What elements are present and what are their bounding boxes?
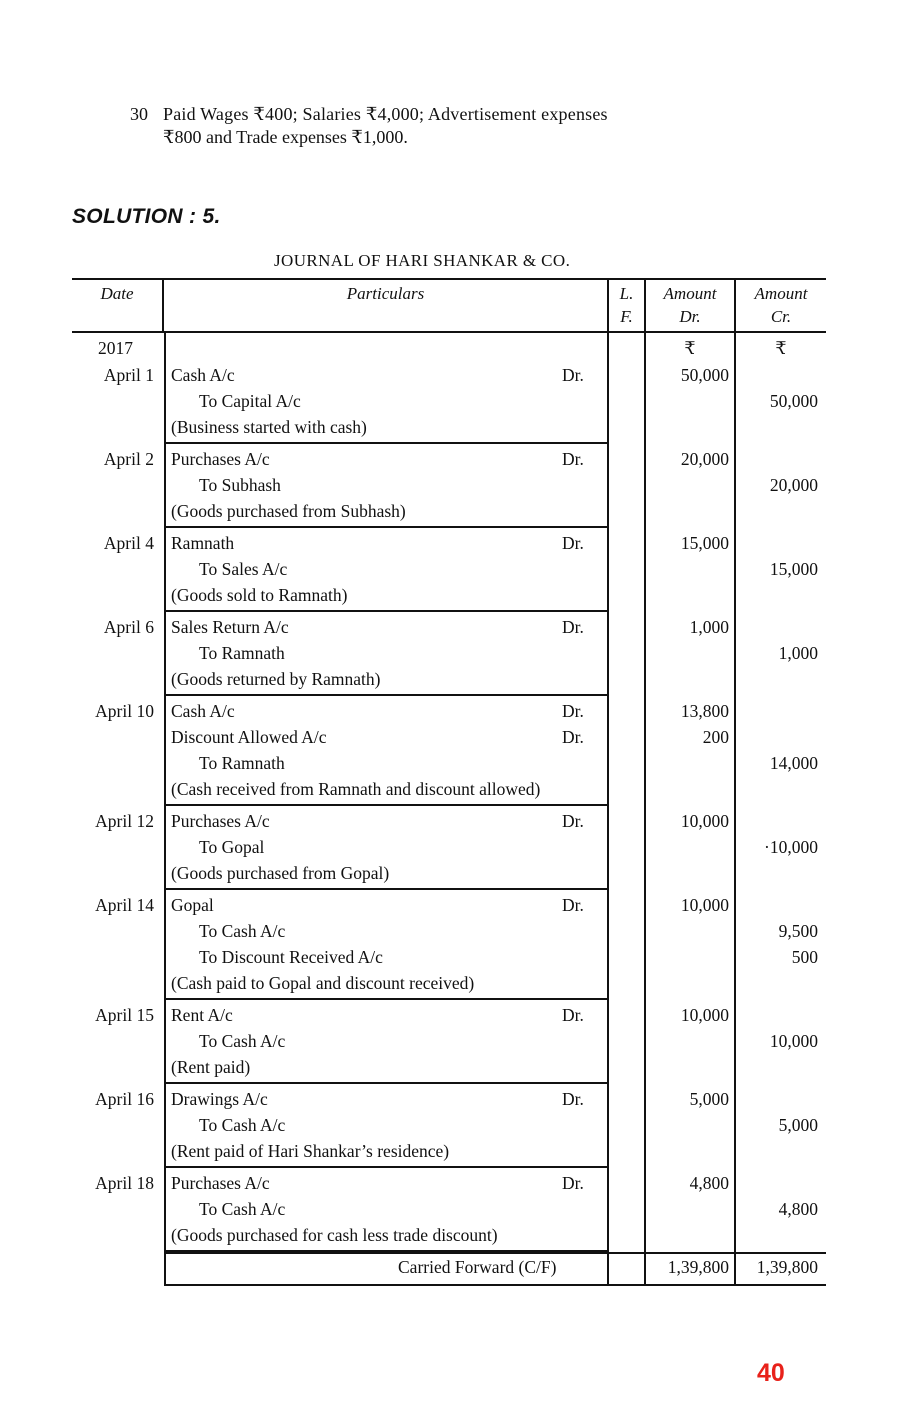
entry-date: April 14 — [95, 895, 154, 915]
credit-account: To Cash A/c — [199, 921, 286, 941]
credit-amount: 10,000 — [769, 1031, 818, 1051]
entry-separator — [164, 1166, 608, 1168]
credit-amount: ·10,000 — [764, 837, 818, 857]
entry-date: April 1 — [103, 365, 154, 385]
narration: (Goods purchased from Subhash) — [171, 501, 406, 521]
debit-account: Sales Return A/c — [171, 617, 289, 637]
total-credit: 1,39,800 — [756, 1257, 818, 1277]
credit-account: To Discount Received A/c — [199, 947, 383, 967]
total-top-rule — [164, 1252, 826, 1254]
narration: (Cash received from Ramnath and discount allowed) — [171, 779, 541, 799]
column-divider — [734, 332, 736, 1285]
dr-marker: Dr. — [562, 533, 584, 553]
debit-amount: 4,800 — [689, 1173, 729, 1193]
header-amount-cr — [736, 282, 826, 328]
entry-date: April 18 — [95, 1173, 154, 1193]
debit-amount: 10,000 — [680, 1005, 729, 1025]
header-particulars: Particulars — [346, 284, 425, 303]
dr-marker: Dr. — [562, 727, 584, 747]
debit-account: Purchases A/c — [171, 811, 270, 831]
column-divider — [164, 332, 166, 1285]
entry-date: April 12 — [95, 811, 154, 831]
narration: (Goods purchased from Gopal) — [171, 863, 390, 883]
header-amount-cr-line1: Amount — [754, 284, 808, 303]
entry-date: April 4 — [103, 533, 154, 553]
debit-amount: 13,800 — [680, 701, 729, 721]
column-divider — [644, 332, 646, 1285]
entry-separator — [164, 888, 608, 890]
table-top-rule — [72, 278, 826, 280]
dr-marker: Dr. — [562, 449, 584, 469]
debit-account: Drawings A/c — [171, 1089, 268, 1109]
header-date: Date — [100, 284, 134, 303]
debit-account: Rent A/c — [171, 1005, 233, 1025]
entry-separator — [164, 610, 608, 612]
credit-amount: 4,800 — [778, 1199, 818, 1219]
header-lf-line2: F. — [620, 307, 633, 326]
header-lf — [609, 282, 644, 328]
debit-amount: 10,000 — [680, 811, 729, 831]
column-divider — [607, 332, 609, 1285]
total-debit: 1,39,800 — [667, 1257, 729, 1277]
entry-separator — [164, 442, 608, 444]
dr-marker: Dr. — [562, 701, 584, 721]
debit-account: Cash A/c — [171, 701, 235, 721]
dr-marker: Dr. — [562, 365, 584, 385]
entry-date: April 2 — [103, 449, 154, 469]
header-bottom-rule — [72, 331, 826, 333]
narration: (Business started with cash) — [171, 417, 367, 437]
credit-amount: 14,000 — [769, 753, 818, 773]
narration: (Rent paid) — [171, 1057, 251, 1077]
credit-account: To Sales A/c — [199, 559, 288, 579]
dr-marker: Dr. — [562, 1005, 584, 1025]
debit-amount: 50,000 — [680, 365, 729, 385]
credit-amount: 50,000 — [769, 391, 818, 411]
credit-amount: 5,000 — [778, 1115, 818, 1135]
header-amount-dr-line2: Dr. — [679, 307, 701, 326]
debit-amount: 5,000 — [689, 1089, 729, 1109]
header-amount-dr-line1: Amount — [663, 284, 717, 303]
dr-marker: Dr. — [562, 1173, 584, 1193]
dr-marker: Dr. — [562, 811, 584, 831]
page-number: 40 — [757, 1359, 785, 1387]
debit-account: Gopal — [171, 895, 214, 915]
dr-marker: Dr. — [562, 895, 584, 915]
entry-separator — [164, 998, 608, 1000]
entry-separator — [164, 1082, 608, 1084]
header-amount-dr — [646, 282, 734, 328]
question-line-2: ₹800 and Trade expenses ₹1,000. — [163, 127, 408, 147]
narration: (Rent paid of Hari Shankar’s residence) — [171, 1141, 450, 1161]
credit-account: To Ramnath — [199, 643, 285, 663]
credit-account: To Ramnath — [199, 753, 285, 773]
credit-account: To Cash A/c — [199, 1199, 286, 1219]
debit-amount: 1,000 — [689, 617, 729, 637]
debit-account: Ramnath — [171, 533, 235, 553]
narration: (Goods returned by Ramnath) — [171, 669, 381, 689]
entry-separator — [164, 526, 608, 528]
debit-account: Purchases A/c — [171, 1173, 270, 1193]
credit-amount: 20,000 — [769, 475, 818, 495]
narration: (Goods sold to Ramnath) — [171, 585, 348, 605]
entry-date: April 6 — [103, 617, 154, 637]
total-label: Carried Forward (C/F) — [398, 1257, 557, 1277]
journal-table — [72, 278, 826, 1283]
credit-amount: 500 — [791, 947, 818, 967]
solution-title: SOLUTION : 5. — [72, 205, 221, 228]
debit-amount: 15,000 — [680, 533, 729, 553]
debit-account: Discount Allowed A/c — [171, 727, 327, 747]
header-lf-line1: L. — [619, 284, 634, 303]
question-number: 30 — [130, 104, 148, 124]
debit-amount: 20,000 — [680, 449, 729, 469]
header-amount-cr-line2: Cr. — [770, 307, 792, 326]
entry-date: April 16 — [95, 1089, 154, 1109]
narration: (Cash paid to Gopal and discount received) — [171, 973, 475, 993]
entry-date: April 10 — [95, 701, 154, 721]
credit-amount: 9,500 — [778, 921, 818, 941]
year-label: 2017 — [98, 338, 133, 358]
currency-symbol-cr: ₹ — [775, 338, 787, 358]
credit-amount: 15,000 — [769, 559, 818, 579]
credit-account: To Cash A/c — [199, 1115, 286, 1135]
credit-account: To Capital A/c — [199, 391, 301, 411]
entry-date: April 15 — [95, 1005, 154, 1025]
entry-separator — [164, 804, 608, 806]
credit-amount: 1,000 — [778, 643, 818, 663]
debit-account: Cash A/c — [171, 365, 235, 385]
credit-account: To Gopal — [199, 837, 265, 857]
debit-amount: 10,000 — [680, 895, 729, 915]
credit-account: To Subhash — [199, 475, 281, 495]
question-line-1: Paid Wages ₹400; Salaries ₹4,000; Advertisement expenses — [163, 104, 608, 124]
journal-title: JOURNAL OF HARI SHANKAR & CO. — [274, 251, 571, 270]
entry-separator — [164, 694, 608, 696]
debit-account: Purchases A/c — [171, 449, 270, 469]
currency-symbol-dr: ₹ — [684, 338, 696, 358]
table-bottom-rule — [164, 1284, 826, 1286]
dr-marker: Dr. — [562, 1089, 584, 1109]
credit-account: To Cash A/c — [199, 1031, 286, 1051]
dr-marker: Dr. — [562, 617, 584, 637]
narration: (Goods purchased for cash less trade discount) — [171, 1225, 498, 1245]
debit-amount: 200 — [702, 727, 729, 747]
